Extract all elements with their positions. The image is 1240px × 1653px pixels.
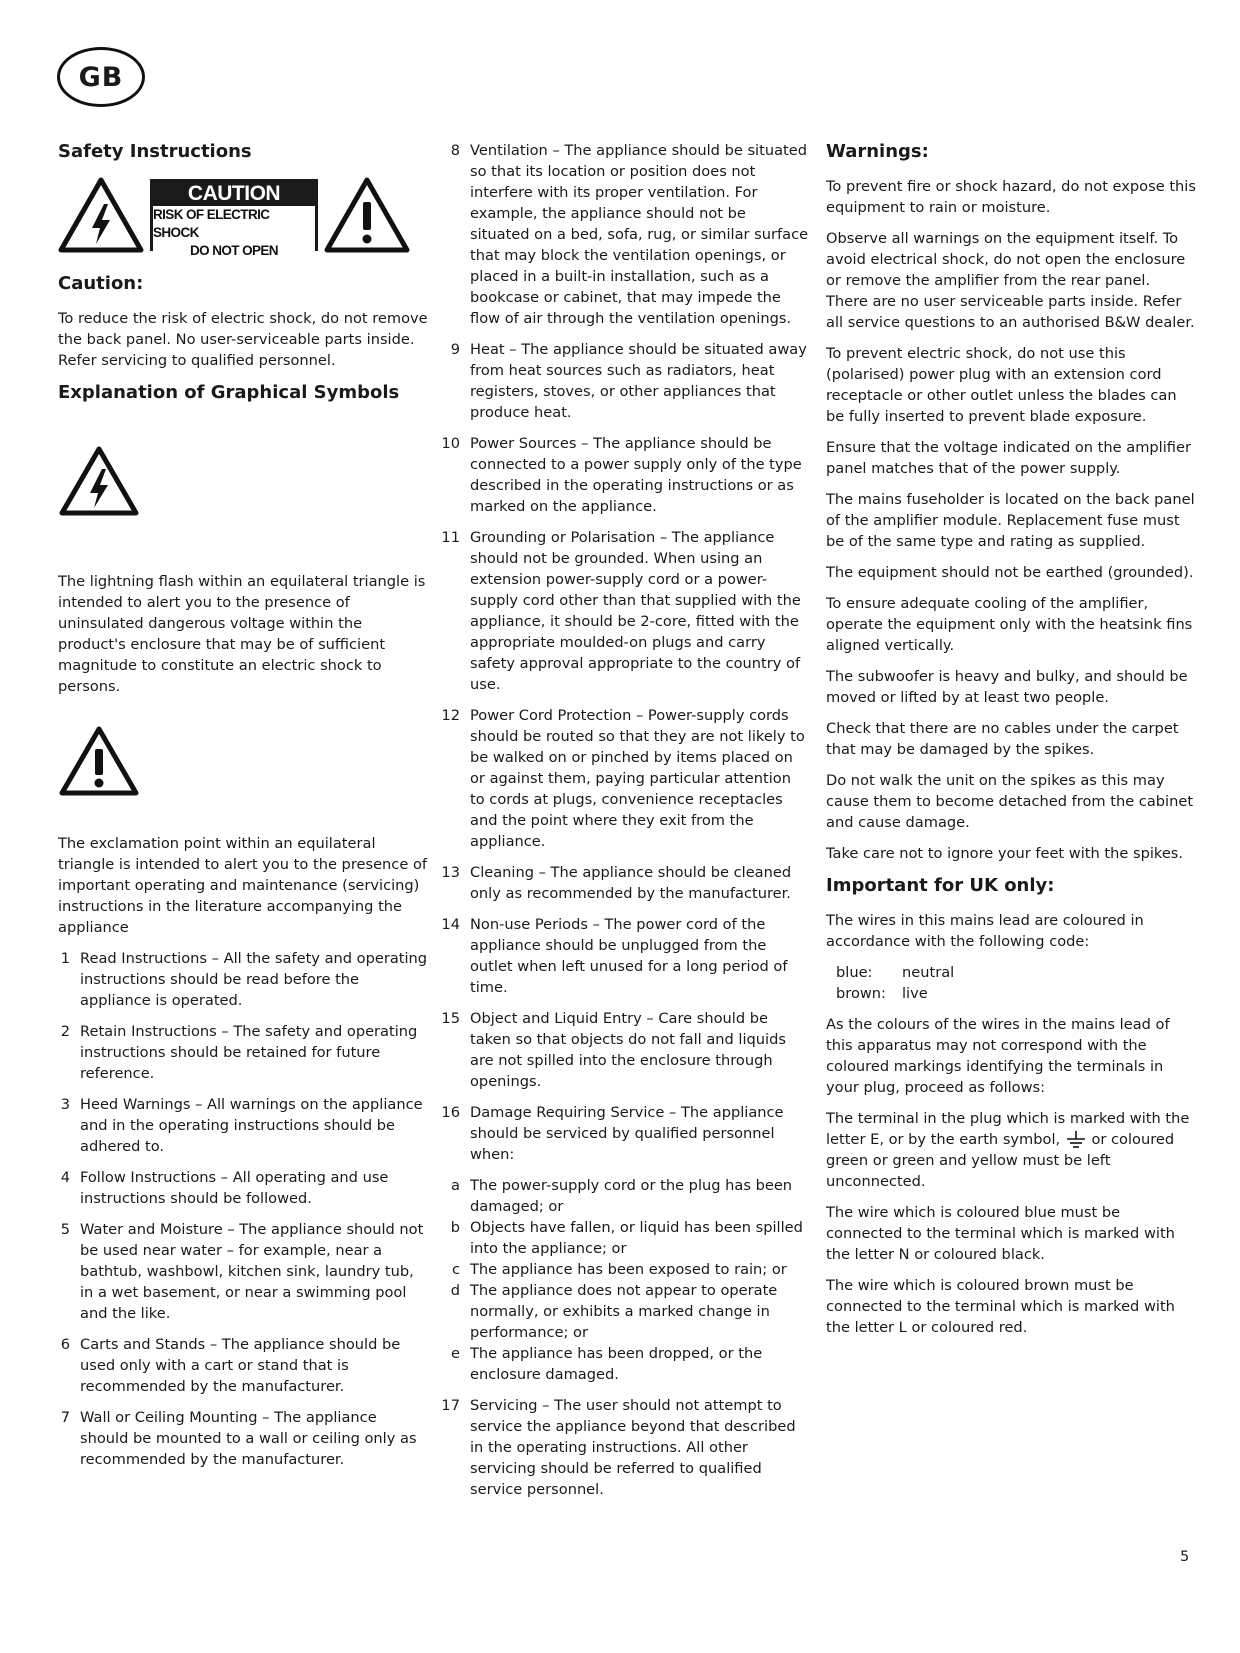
page-number: 5	[1180, 1548, 1190, 1565]
list-item: 8 Ventilation – The appliance should be situated so that its location or position does not interfere with its proper ventilation. For example, the appliance should not be situated on a bed, sofa, rug, or similar surface that may block the ventilation openings, or placed in a built-in installation, such as a bookcase or cabinet, that may impede the flow of air through the ventilation openings.	[450, 142, 809, 327]
warnings-heading: Warnings:	[826, 141, 929, 162]
column-left	[58, 140, 428, 1480]
sublist-item: d The appliance does not appear to operate normally, or exhibits a marked change in performance; or	[450, 1282, 778, 1341]
sublist-item: c The appliance has been exposed to rain; or	[451, 1261, 787, 1278]
wire-code-table	[836, 962, 1196, 1004]
warning-paragraph: Check that there are no cables under the carpet that may be damaged by the spikes.	[826, 720, 1179, 758]
list-item: 3 Heed Warnings – All warnings on the appliance and in the operating instructions should be adhered to.	[60, 1096, 423, 1155]
warning-paragraph: Do not walk the unit on the spikes as this may cause them to become detached from the cabinet and cause damage.	[826, 772, 1194, 831]
symbols-heading: Explanation of Graphical Symbols	[58, 382, 400, 403]
column-right	[826, 140, 1196, 1348]
wire-row: blue: neutral	[836, 964, 955, 981]
warning-paragraph: The mains fuseholder is located on the back panel of the amplifier module. Replacement fuse must be of the same type and rating as supplied.	[826, 491, 1195, 550]
list-item: 17 Servicing – The user should not attempt to service the appliance beyond that described in the operating instructions. All other servicing should be referred to qualified service personnel.	[441, 1397, 796, 1498]
list-item: 13 Cleaning – The appliance should be cleaned only as recommended by the manufacturer.	[441, 864, 792, 902]
list-item: 14 Non-use Periods – The power cord of the appliance should be unplugged from the outlet when left unused for a long period of time.	[441, 916, 788, 996]
lightning-triangle-icon	[58, 445, 140, 517]
exclamation-explanation: The exclamation point within an equilateral triangle is intended to alert you to the presence of important operating and maintenance (servicing) instructions in the literature accompanying the appliance	[58, 835, 428, 936]
sublist-item: b Objects have fallen, or liquid has been spilled into the appliance; or	[450, 1219, 803, 1257]
list-item: 10 Power Sources – The appliance should be connected to a power supply only of the type described in the operating instructions or as marked on the appliance.	[441, 435, 802, 515]
uk-earth-paragraph	[826, 1108, 1196, 1192]
caution-text: To reduce the risk of electric shock, do not remove the back panel. No user-serviceable parts inside. Refer servicing to qualified personnel.	[58, 310, 428, 369]
warning-paragraph: Observe all warnings on the equipment itself. To avoid electrical shock, do not open the enclosure or remove the amplifier from the rear panel. There are no user serviceable parts inside. Refer all service questions to an authorised B&W dealer.	[826, 230, 1195, 331]
caution-box	[150, 179, 318, 258]
caution-box-inner	[153, 206, 315, 260]
list-item: 9 Heat – The appliance should be situated away from heat sources such as radiators, heat registers, stoves, or other appliances that produce heat.	[450, 341, 807, 421]
exclamation-warning-icon	[324, 176, 410, 254]
list-item: 7 Wall or Ceiling Mounting – The appliance should be mounted to a wall or ceiling only as recommended by the manufacturer.	[60, 1409, 417, 1468]
uk-intro: The wires in this mains lead are coloured in accordance with the following code:	[826, 912, 1144, 950]
instruction-list-1	[40, 948, 428, 1470]
warning-paragraph: The equipment should not be earthed (grounded).	[826, 564, 1194, 581]
list-item: 1 Read Instructions – All the safety and operating instructions should be read before the appliance is operated.	[60, 950, 428, 1009]
list-item: 2 Retain Instructions – The safety and operating instructions should be retained for future reference.	[60, 1023, 418, 1082]
instruction-list-2	[440, 140, 810, 1500]
lightning-warning-icon	[58, 176, 144, 254]
sublist-item: e The appliance has been dropped, or the enclosure damaged.	[451, 1345, 763, 1383]
list-item: 4 Follow Instructions – All operating and use instructions should be followed.	[60, 1169, 389, 1207]
uk-paragraph: As the colours of the wires in the mains lead of this apparatus may not correspond with the coloured markings identifying the terminals in your plug, proceed as follows:	[826, 1016, 1170, 1096]
exclamation-triangle-icon	[58, 725, 140, 797]
list-item: 6 Carts and Stands – The appliance should be used only with a cart or stand that is recommended by the manufacturer.	[60, 1336, 401, 1395]
exclamation-symbol	[58, 725, 428, 803]
list-item: 12 Power Cord Protection – Power-supply cords should be routed so that they are not likely to be walked on or pinched by items placed on or against them, paying particular attention to cords at plugs, convenience receptacles and the point where they exit from the appliance.	[441, 707, 805, 850]
earth-symbol-icon	[1065, 1130, 1087, 1150]
warning-paragraph: To prevent fire or shock hazard, do not expose this equipment to rain or moisture.	[826, 178, 1196, 216]
country-code: GB	[78, 61, 124, 93]
warning-paragraph: Take care not to ignore your feet with the spikes.	[826, 845, 1184, 862]
column-middle	[440, 140, 810, 1510]
warning-paragraph: Ensure that the voltage indicated on the amplifier panel matches that of the power supply.	[826, 439, 1191, 477]
uk-heading: Important for UK only:	[826, 875, 1055, 896]
damage-sublist	[440, 1175, 810, 1385]
caution-box-line1: RISK OF ELECTRIC SHOCK	[153, 207, 270, 240]
lightning-explanation: The lightning flash within an equilateral triangle is intended to alert you to the presence of uninsulated dangerous voltage within the product's enclosure that may be of sufficient magnitude to constitute an electric shock to persons.	[58, 573, 426, 695]
sublist-item: a The power-supply cord or the plug has been damaged; or	[451, 1177, 793, 1215]
caution-heading: Caution:	[58, 273, 144, 294]
uk-earth-text-a: The terminal in the plug which is marked with the letter E, or by the earth symbol,	[826, 1110, 1190, 1148]
list-item: 11 Grounding or Polarisation – The appliance should not be grounded. When using an extension power-supply cord or a power-supply cord other than that supplied with the appliance, it should be 2-core, fitted with the appropriate moulded-on plugs and carry safety approval appropriate to the country of use.	[441, 529, 801, 693]
list-item: 16 Damage Requiring Service – The appliance should be serviced by qualified personnel when:	[441, 1104, 784, 1163]
uk-paragraph: The wire which is coloured blue must be connected to the terminal which is marked with the letter N or coloured black.	[826, 1204, 1175, 1263]
safety-instructions-heading: Safety Instructions	[58, 141, 252, 162]
uk-paragraph: The wire which is coloured brown must be connected to the terminal which is marked with the letter L or coloured red.	[826, 1277, 1175, 1336]
warning-paragraph: To prevent electric shock, do not use this (polarised) power plug with an extension cord receptacle or other outlet unless the blades can be fully inserted to prevent blade exposure.	[826, 345, 1177, 425]
caution-box-title: CAUTION	[187, 182, 281, 205]
list-item: 15 Object and Liquid Entry – Care should be taken so that objects do not fall and liquids are not spilled into the enclosure through openings.	[441, 1010, 786, 1090]
wire-row: brown: live	[836, 985, 928, 1002]
uk-earth-text-b: or coloured green or green and yellow must be left unconnected.	[826, 1131, 1175, 1190]
list-item: 5 Water and Moisture – The appliance should not be used near water – for example, near a bathtub, washbowl, kitchen sink, laundry tub, in a wet basement, or near a swimming pool and the like.	[60, 1221, 424, 1322]
lightning-symbol	[58, 445, 428, 523]
warning-paragraph: The subwoofer is heavy and bulky, and should be moved or lifted by at least two people.	[826, 668, 1188, 706]
country-badge	[57, 47, 145, 107]
caution-label	[58, 176, 428, 258]
warning-paragraph: To ensure adequate cooling of the amplifier, operate the equipment only with the heatsink fins aligned vertically.	[826, 595, 1193, 654]
caution-box-line2: DO NOT OPEN	[190, 243, 278, 258]
